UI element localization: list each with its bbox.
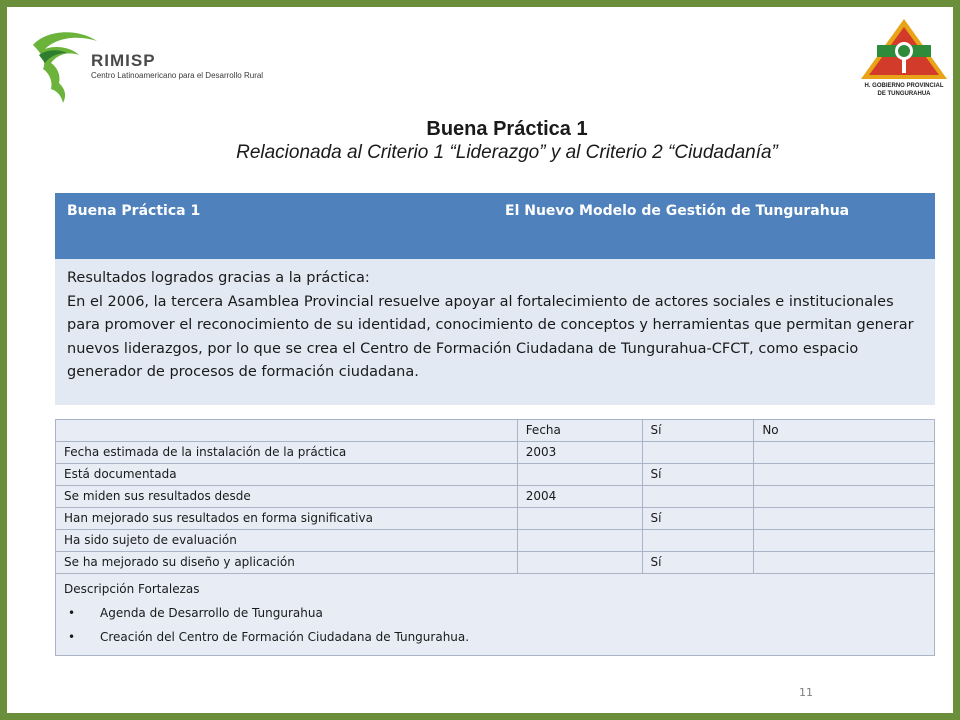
practice-card-text: En el 2006, la tercera Asamblea Provincial resuelve apoyar al fortalecimiento de actores sociales e institucionales para promover el reconocimiento de su identidad, conocimiento de conceptos y herramientas que permitan generar nuevos liderazgos, por lo que se crea el Centro de Formación Ciudadana de Tungurahua-CFCT, como espacio generador de procesos de formación ciudadana. (67, 293, 914, 380)
table-cell: Han mejorado sus resultados en forma significativa (56, 508, 518, 530)
table-header-row (56, 420, 935, 442)
table-cell (754, 552, 935, 574)
evaluation-table (55, 419, 935, 656)
table-cell (642, 442, 754, 464)
tungurahua-caption-line1: H. GOBIERNO PROVINCIAL (864, 83, 944, 89)
table-header-cell: Sí (642, 420, 754, 442)
table-row (56, 486, 935, 508)
strength-text: Creación del Centro de Formación Ciudadana de Tungurahua. (100, 630, 470, 644)
table-cell (754, 464, 935, 486)
bullet-icon: • (68, 606, 76, 620)
list-item (64, 601, 926, 625)
strengths-row (56, 574, 935, 656)
table-row (56, 508, 935, 530)
list-item (64, 625, 926, 649)
strength-text: Agenda de Desarrollo de Tungurahua (100, 606, 323, 620)
table-cell: Sí (642, 464, 754, 486)
table-cell: Sí (642, 552, 754, 574)
table-cell: Está documentada (56, 464, 518, 486)
slide-heading (107, 117, 907, 165)
table-header-cell (56, 420, 518, 442)
practice-card-header-left: Buena Práctica 1 (67, 203, 201, 219)
practice-card (55, 193, 935, 405)
bullet-icon: • (68, 630, 76, 644)
table-cell (754, 442, 935, 464)
practice-card-header-right: El Nuevo Modelo de Gestión de Tungurahua (505, 203, 850, 219)
table-cell (517, 530, 642, 552)
table-cell: Fecha estimada de la instalación de la práctica (56, 442, 518, 464)
table-row (56, 552, 935, 574)
practice-card-intro: Resultados logrados gracias a la práctica: (67, 270, 370, 286)
table-cell: Ha sido sujeto de evaluación (56, 530, 518, 552)
table-cell: Sí (642, 508, 754, 530)
table-header-cell: Fecha (517, 420, 642, 442)
table-row (56, 464, 935, 486)
rimisp-logo (31, 25, 301, 105)
table-cell (754, 530, 935, 552)
tungurahua-emblem-icon (857, 17, 951, 83)
table-cell (517, 464, 642, 486)
table-header-cell: No (754, 420, 935, 442)
tungurahua-logo (857, 17, 951, 103)
table-row (56, 530, 935, 552)
table-cell (642, 486, 754, 508)
table-cell (642, 530, 754, 552)
slide-title: Buena Práctica 1 (426, 118, 588, 140)
table-cell: Se miden sus resultados desde (56, 486, 518, 508)
table-cell (754, 486, 935, 508)
table-cell (517, 508, 642, 530)
table-cell (517, 552, 642, 574)
table-cell: 2004 (517, 486, 642, 508)
rimisp-subtitle: Centro Latinoamericano para el Desarrollo Rural (91, 71, 264, 80)
table-cell (754, 508, 935, 530)
page-number: 11 (799, 686, 813, 699)
table-cell: 2003 (517, 442, 642, 464)
table-cell: Se ha mejorado su diseño y aplicación (56, 552, 518, 574)
rimisp-brand: RIMISP (91, 51, 156, 70)
table-row (56, 442, 935, 464)
strengths-title: Descripción Fortalezas (64, 582, 200, 596)
slide-subtitle: Relacionada al Criterio 1 “Liderazgo” y al Criterio 2 “Ciudadanía” (236, 142, 778, 163)
tungurahua-caption-line2: DE TUNGURAHUA (877, 91, 931, 97)
practice-card-body (55, 259, 935, 405)
strengths-list (64, 601, 926, 649)
strengths-cell (56, 574, 935, 656)
practice-card-header (55, 193, 935, 259)
